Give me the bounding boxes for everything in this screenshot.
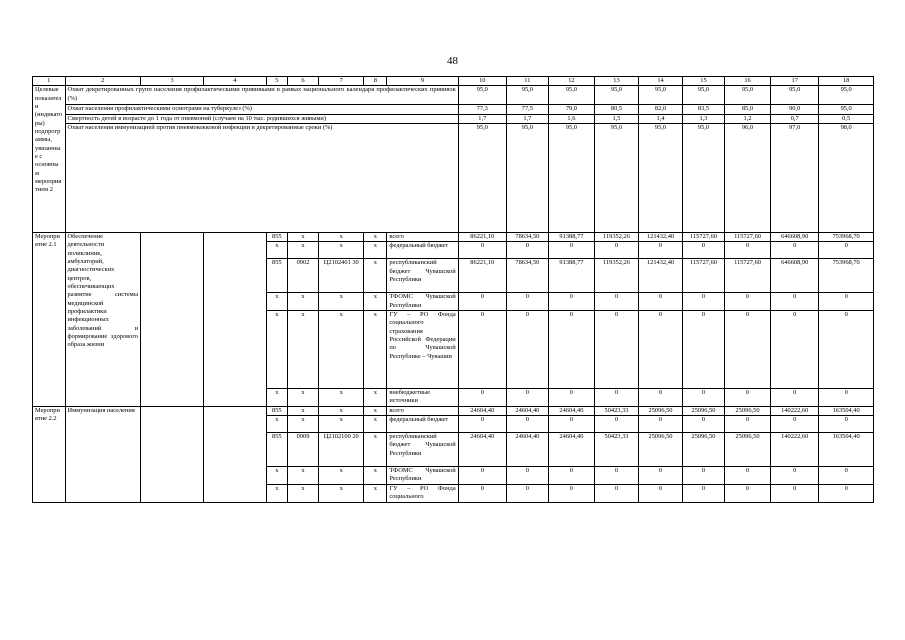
rz-pr-code: 0902	[287, 259, 318, 293]
funding-value: 163504,40	[819, 432, 874, 466]
column-number: 10	[458, 77, 506, 86]
funding-source: всего	[387, 406, 458, 415]
funding-value: 646608,90	[771, 259, 819, 293]
funding-source: ТФОМС Чувашской Республики	[387, 466, 458, 484]
funding-value: 0	[458, 466, 506, 484]
funding-value: 0	[819, 242, 874, 259]
indicator-value: 95,0	[771, 86, 819, 105]
grbs-code: x	[266, 242, 287, 259]
funding-value: 0	[506, 466, 548, 484]
grbs-code: 855	[266, 432, 287, 466]
rz-pr-code: x	[287, 484, 318, 502]
funding-source: ТФОМС Чувашской Республики	[387, 293, 458, 311]
column-number: 13	[594, 77, 638, 86]
rz-pr-code: x	[287, 415, 318, 432]
funding-value: 0	[724, 293, 770, 311]
funding-value: 24604,40	[458, 432, 506, 466]
page-number: 48	[447, 55, 458, 67]
indicator-value: 95,0	[506, 123, 548, 232]
funding-value: 0	[724, 242, 770, 259]
funding-value: 0	[724, 466, 770, 484]
funding-value: 0	[548, 466, 594, 484]
funding-value: 115727,60	[724, 232, 770, 241]
funding-value: 0	[548, 415, 594, 432]
rz-pr-code: x	[287, 293, 318, 311]
grbs-code: x	[266, 484, 287, 502]
funding-value: 0	[819, 293, 874, 311]
indicator-value: 0,5	[819, 114, 874, 123]
csr-code: x	[319, 406, 364, 415]
column-number: 11	[506, 77, 548, 86]
funding-value: 50423,33	[594, 406, 638, 415]
column-number: 1	[33, 77, 66, 86]
funding-value: 0	[506, 293, 548, 311]
funding-value: 753968,70	[819, 259, 874, 293]
funding-value: 0	[458, 388, 506, 406]
funding-value: 0	[639, 388, 683, 406]
indicator-value: 95,0	[639, 123, 683, 232]
funding-source: всего	[387, 232, 458, 241]
funding-value: 0	[506, 242, 548, 259]
funding-value: 0	[458, 293, 506, 311]
funding-value: 0	[724, 388, 770, 406]
funding-value: 0	[639, 242, 683, 259]
funding-value: 0	[594, 310, 638, 388]
funding-value: 0	[771, 293, 819, 311]
funding-source: внебюджетные источники	[387, 388, 458, 406]
column-number: 16	[724, 77, 770, 86]
column-number: 8	[364, 77, 387, 86]
funding-value: 0	[683, 293, 725, 311]
funding-source: ГУ – РО Фонда социального	[387, 484, 458, 502]
rz-pr-code: x	[287, 466, 318, 484]
vr-code: x	[364, 293, 387, 311]
indicator-value: 1,7	[458, 114, 506, 123]
rz-pr-code: x	[287, 388, 318, 406]
funding-value: 0	[819, 466, 874, 484]
funding-value: 0	[458, 484, 506, 502]
funding-value: 78634,50	[506, 232, 548, 241]
vr-code: x	[364, 310, 387, 388]
column-number: 3	[141, 77, 204, 86]
responsible-cell	[141, 232, 204, 406]
indicator-name: Охват декретированных групп населения профилактическими прививками в рамках национального календаря профилактических прививок (%)	[65, 86, 458, 105]
vr-code: x	[364, 415, 387, 432]
indicator-value: 95,0	[683, 86, 725, 105]
funding-value: 0	[548, 388, 594, 406]
csr-code: x	[319, 293, 364, 311]
rz-pr-code: x	[287, 406, 318, 415]
funding-value: 0	[594, 388, 638, 406]
funding-value: 0	[458, 310, 506, 388]
vr-code: x	[364, 406, 387, 415]
csr-code: x	[319, 232, 364, 241]
funding-value: 0	[771, 388, 819, 406]
csr-code: Ц2102100 20	[319, 432, 364, 466]
funding-value: 91388,77	[548, 232, 594, 241]
indicator-value: 1,2	[724, 114, 770, 123]
target-indicator-row	[33, 123, 874, 232]
funding-value: 115727,60	[724, 259, 770, 293]
funding-value: 0	[819, 310, 874, 388]
column-number: 7	[319, 77, 364, 86]
funding-value: 121432,40	[639, 232, 683, 241]
funding-value: 0	[458, 415, 506, 432]
funding-value: 0	[771, 466, 819, 484]
funding-value: 119352,26	[594, 259, 638, 293]
funding-value: 24604,40	[506, 432, 548, 466]
grbs-code: 855	[266, 232, 287, 241]
funding-value: 0	[724, 484, 770, 502]
funding-value: 78634,50	[506, 259, 548, 293]
indicator-value: 95,0	[683, 123, 725, 232]
indicator-name: Смертность детей в возрасте до 1 года от пневмоний (случаев на 10 тыс. родившихся живыми)	[65, 114, 458, 123]
vr-code: x	[364, 432, 387, 466]
funding-source: федеральный бюджет	[387, 415, 458, 432]
vr-code: x	[364, 466, 387, 484]
funding-value: 753968,70	[819, 232, 874, 241]
funding-value: 0	[506, 484, 548, 502]
funding-value: 0	[724, 310, 770, 388]
indicator-value: 83,5	[683, 105, 725, 114]
funding-value: 0	[819, 388, 874, 406]
csr-code: x	[319, 310, 364, 388]
indicator-value: 80,5	[594, 105, 638, 114]
funding-value: 646608,90	[771, 232, 819, 241]
column-number: 18	[819, 77, 874, 86]
funding-value: 0	[639, 466, 683, 484]
funding-value: 0	[506, 415, 548, 432]
measure-row	[33, 232, 874, 241]
csr-code: x	[319, 388, 364, 406]
funding-value: 50423,33	[594, 432, 638, 466]
indicator-value: 85,0	[724, 105, 770, 114]
grbs-code: 855	[266, 406, 287, 415]
column-number: 5	[266, 77, 287, 86]
funding-value: 0	[594, 415, 638, 432]
indicator-value: 1,6	[548, 114, 594, 123]
targets-label: Целевые показатели (индикаторы) подпрограммы, увязанные с основным мероприятием 2	[33, 86, 66, 233]
funding-value: 25096,50	[683, 406, 725, 415]
funding-value: 0	[819, 415, 874, 432]
funding-value: 115727,60	[683, 232, 725, 241]
measure-label: Мероприятие 2.2	[33, 406, 66, 502]
indicator-value: 95,0	[639, 86, 683, 105]
indicator-value: 95,0	[819, 105, 874, 114]
program-table	[32, 76, 874, 503]
target-indicator-row	[33, 105, 874, 114]
funding-value: 0	[639, 310, 683, 388]
funding-value: 0	[771, 484, 819, 502]
indicator-value: 82,0	[639, 105, 683, 114]
csr-code: x	[319, 484, 364, 502]
funding-value: 0	[639, 293, 683, 311]
funding-value: 0	[683, 484, 725, 502]
rz-pr-code: x	[287, 232, 318, 241]
indicator-value: 95,0	[458, 86, 506, 105]
indicator-value: 95,0	[594, 86, 638, 105]
funding-value: 163504,40	[819, 406, 874, 415]
rz-pr-code: 0909	[287, 432, 318, 466]
column-number-row	[33, 77, 874, 86]
measure-row	[33, 406, 874, 415]
funding-value: 0	[548, 484, 594, 502]
target-indicator-row	[33, 114, 874, 123]
column-number: 6	[287, 77, 318, 86]
funding-value: 0	[771, 242, 819, 259]
funding-value: 25096,50	[724, 432, 770, 466]
csr-code: x	[319, 466, 364, 484]
funding-value: 121432,40	[639, 259, 683, 293]
funding-value: 0	[458, 242, 506, 259]
indicator-value: 95,0	[458, 123, 506, 232]
indicator-value: 96,0	[724, 123, 770, 232]
funding-value: 91388,77	[548, 259, 594, 293]
funding-source: республиканский бюджет Чувашской Республики	[387, 432, 458, 466]
indicator-value: 0,7	[771, 114, 819, 123]
indicator-value: 77,3	[458, 105, 506, 114]
column-number: 2	[65, 77, 141, 86]
vr-code: x	[364, 388, 387, 406]
funding-value: 0	[683, 242, 725, 259]
funding-source: федеральный бюджет	[387, 242, 458, 259]
funding-value: 0	[506, 388, 548, 406]
column-number: 14	[639, 77, 683, 86]
funding-value: 0	[639, 484, 683, 502]
grbs-code: x	[266, 310, 287, 388]
measure-name: Обеспечение деятельности поликлиник, амбулаторий, диагностических центров, обеспечивающих развитие системы медицинской профилактики инфекционных заболеваний и формирование здорового образа жизни	[65, 232, 141, 406]
funding-value: 0	[771, 310, 819, 388]
funding-value: 86221,10	[458, 232, 506, 241]
measure-name: Иммунизация населения	[65, 406, 141, 502]
indicator-value: 90,0	[771, 105, 819, 114]
rz-pr-code: x	[287, 242, 318, 259]
funding-value: 115727,60	[683, 259, 725, 293]
column-number: 15	[683, 77, 725, 86]
indicator-value: 79,0	[548, 105, 594, 114]
funding-value: 25096,50	[639, 432, 683, 466]
funding-value: 140222,60	[771, 432, 819, 466]
funding-source: республиканский бюджет Чувашской Республики	[387, 259, 458, 293]
funding-value: 86221,10	[458, 259, 506, 293]
csr-code: x	[319, 242, 364, 259]
funding-value: 0	[594, 484, 638, 502]
indicator-name: Охват населения иммунизацией против пневмококковой инфекции в декретированные сроки (%)	[65, 123, 458, 232]
funding-value: 0	[683, 466, 725, 484]
indicator-value: 95,0	[594, 123, 638, 232]
funding-value: 0	[639, 415, 683, 432]
csr-code: Ц2102401 30	[319, 259, 364, 293]
funding-value: 0	[724, 415, 770, 432]
funding-value: 0	[506, 310, 548, 388]
vr-code: x	[364, 232, 387, 241]
funding-value: 24604,40	[458, 406, 506, 415]
grbs-code: x	[266, 466, 287, 484]
grbs-code: x	[266, 293, 287, 311]
participants-cell	[203, 406, 266, 502]
funding-value: 0	[594, 293, 638, 311]
funding-value: 0	[548, 310, 594, 388]
csr-code: x	[319, 415, 364, 432]
column-number: 17	[771, 77, 819, 86]
indicator-value: 95,0	[548, 123, 594, 232]
funding-value: 25096,50	[724, 406, 770, 415]
indicator-value: 95,0	[506, 86, 548, 105]
indicator-value: 95,0	[724, 86, 770, 105]
funding-value: 0	[683, 415, 725, 432]
funding-value: 0	[594, 242, 638, 259]
vr-code: x	[364, 259, 387, 293]
column-number: 12	[548, 77, 594, 86]
indicator-value: 1,7	[506, 114, 548, 123]
vr-code: x	[364, 484, 387, 502]
vr-code: x	[364, 242, 387, 259]
funding-value: 0	[548, 293, 594, 311]
indicator-value: 77,5	[506, 105, 548, 114]
indicator-value: 1,3	[683, 114, 725, 123]
rz-pr-code: x	[287, 310, 318, 388]
column-number: 4	[203, 77, 266, 86]
funding-value: 0	[548, 242, 594, 259]
indicator-value: 97,0	[771, 123, 819, 232]
indicator-value: 95,0	[548, 86, 594, 105]
funding-value: 25096,50	[683, 432, 725, 466]
column-number: 9	[387, 77, 458, 86]
target-indicator-row	[33, 86, 874, 105]
funding-value: 140222,60	[771, 406, 819, 415]
funding-value: 24604,40	[548, 432, 594, 466]
funding-value: 24604,40	[506, 406, 548, 415]
grbs-code: x	[266, 415, 287, 432]
indicator-name: Охват населения профилактическими осмотрами на туберкулез (%)	[65, 105, 458, 114]
grbs-code: x	[266, 388, 287, 406]
indicator-value: 95,0	[819, 86, 874, 105]
funding-value: 0	[683, 310, 725, 388]
indicator-value: 1,4	[639, 114, 683, 123]
responsible-cell	[141, 406, 204, 502]
grbs-code: 855	[266, 259, 287, 293]
measure-label: Мероприятие 2.1	[33, 232, 66, 406]
funding-source: ГУ – РО Фонда социального страхования Российской Федерации по Чувашской Республике – Чувашии	[387, 310, 458, 388]
funding-value: 0	[683, 388, 725, 406]
funding-value: 0	[594, 466, 638, 484]
participants-cell	[203, 232, 266, 406]
funding-value: 24604,40	[548, 406, 594, 415]
funding-value: 25096,50	[639, 406, 683, 415]
indicator-value: 1,5	[594, 114, 638, 123]
funding-value: 0	[819, 484, 874, 502]
indicator-value: 98,0	[819, 123, 874, 232]
funding-value: 0	[771, 415, 819, 432]
funding-value: 119352,26	[594, 232, 638, 241]
